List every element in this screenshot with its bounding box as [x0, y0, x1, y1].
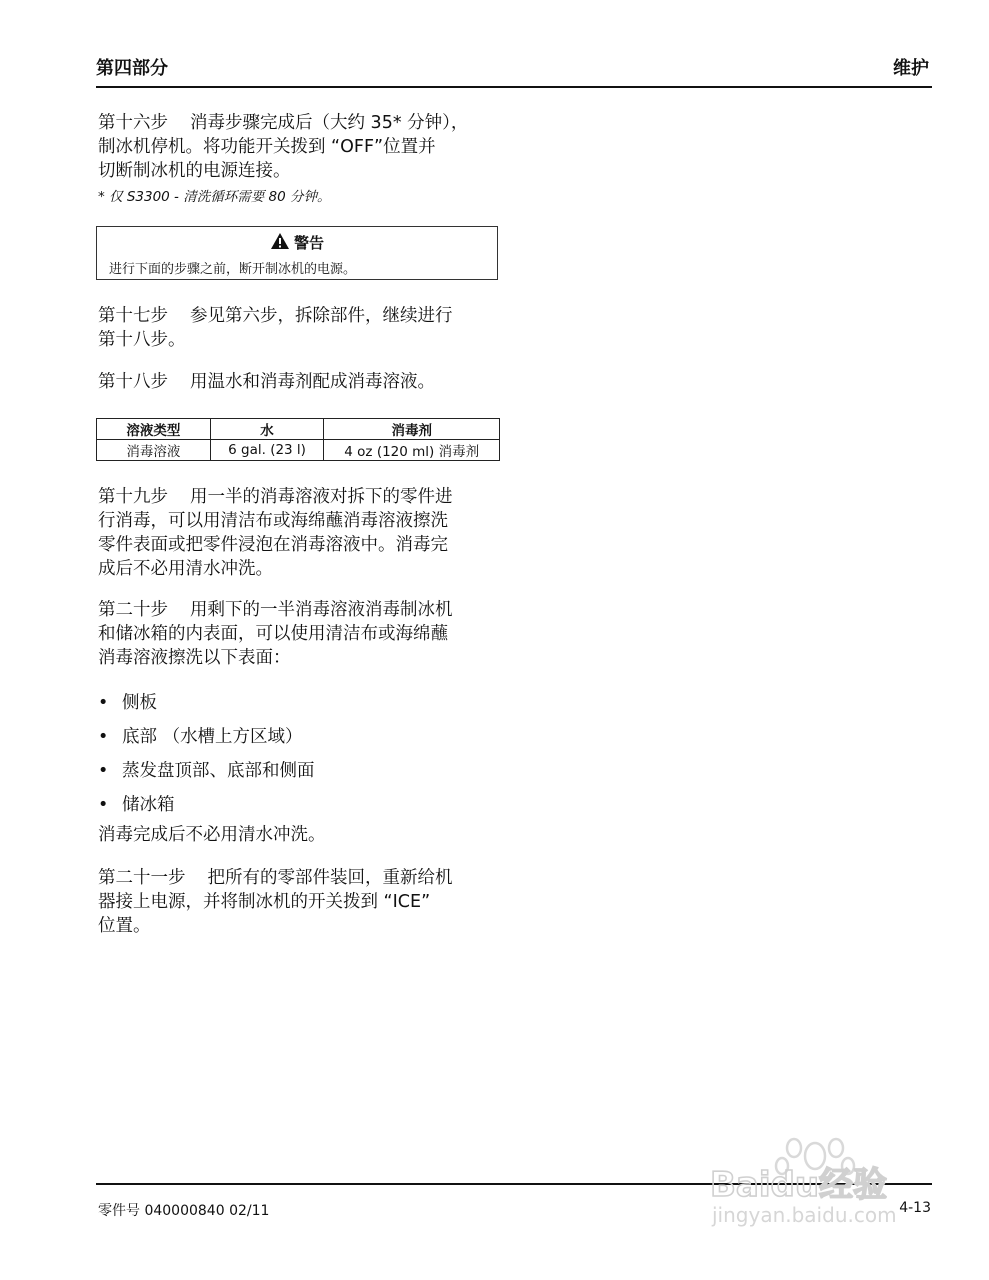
warning-text: 进行下面的步骤之前，断开制冰机的电源。 [109, 262, 357, 277]
table-cell: 4 oz (120 ml) 消毒剂 [324, 440, 500, 461]
step-label: 第十八步 [98, 372, 168, 392]
list-item: • 底部 （水槽上方区域） [98, 727, 303, 747]
step-20-line-1: 第二十步 用剩下的一半消毒溶液消毒制冰机 [98, 600, 453, 620]
section-title: 第四部分 [96, 58, 168, 79]
warning-title: 警告 [293, 234, 324, 252]
solution-table [96, 418, 500, 461]
step-19-line-4: 成后不必用清水冲洗。 [98, 559, 273, 579]
list-item: • 蒸发盘顶部、底部和侧面 [98, 761, 315, 781]
step-16 [98, 111, 500, 209]
step-16-line-3: 切断制冰机的电源连接。 [98, 161, 291, 181]
table-row [97, 440, 500, 461]
step-16-line-2: 制冰机停机。将功能开关拨到 “OFF”位置并 [98, 137, 436, 157]
step-21-line-1: 第二十一步 把所有的零部件装回，重新给机 [98, 868, 453, 888]
step-19-line-2: 行消毒，可以用清洁布或海绵蘸消毒溶液擦洗 [98, 511, 448, 531]
step-19-line-1: 第十九步 用一半的消毒溶液对拆下的零件进 [98, 487, 453, 507]
step-21-line-2: 器接上电源，并将制冰机的开关拨到 “ICE” [98, 892, 431, 912]
page-number: 4-13 [899, 1200, 931, 1216]
step-19 [98, 485, 500, 581]
step-20-line-3: 消毒溶液擦洗以下表面： [98, 648, 291, 668]
step-16-note: * 仅 S3300 - 清洗循环需要 80 分钟。 [98, 189, 331, 205]
svg-text:Baidu经验: Baidu经验 [710, 1165, 888, 1205]
step-label: 第二十一步 [98, 868, 186, 888]
step-label: 第二十步 [98, 600, 168, 620]
topic-title: 维护 [893, 58, 929, 79]
list-item: • 储冰箱 [98, 795, 175, 815]
after-bullets-text: 消毒完成后不必用清水冲洗。 [98, 825, 326, 845]
step-18-line-1: 第十八步 用温水和消毒剂配成消毒溶液。 [98, 372, 435, 392]
step-label: 第十六步 [98, 113, 168, 133]
warning-title-row [97, 232, 497, 253]
table-cell: 消毒溶液 [97, 440, 211, 461]
list-item: • 侧板 [98, 693, 157, 713]
table-header: 水 [210, 419, 324, 440]
step-label: 第十七步 [98, 306, 168, 326]
table-header-row [97, 419, 500, 440]
step-20 [98, 598, 500, 670]
step-17-line-2: 第十八步。 [98, 330, 186, 350]
header-rule [96, 86, 932, 88]
step-21-line-3: 位置。 [98, 916, 151, 936]
baidu-watermark-logo [690, 1128, 940, 1228]
step-17-line-1: 第十七步 参见第六步，拆除部件，继续进行 [98, 306, 453, 326]
table-header: 消毒剂 [324, 419, 500, 440]
table-cell: 6 gal. (23 l) [210, 440, 324, 461]
svg-text:jingyan.baidu.com: jingyan.baidu.com [712, 1203, 897, 1227]
step-16-line-1: 第十六步 消毒步骤完成后（大约 35* 分钟）， [98, 113, 469, 133]
step-20-line-2: 和储冰箱的内表面，可以使用清洁布或海绵蘸 [98, 624, 448, 644]
after-bullets [98, 823, 500, 847]
step-19-line-3: 零件表面或把零件浸泡在消毒溶液中。消毒完 [98, 535, 448, 555]
warning-triangle-icon [270, 232, 290, 250]
step-label: 第十九步 [98, 487, 168, 507]
warning-box [96, 226, 498, 280]
step-17 [98, 304, 500, 352]
step-18 [98, 370, 500, 394]
part-number: 零件号 040000840 02/11 [98, 1203, 270, 1219]
table-header: 溶液类型 [97, 419, 211, 440]
step-21 [98, 866, 500, 938]
